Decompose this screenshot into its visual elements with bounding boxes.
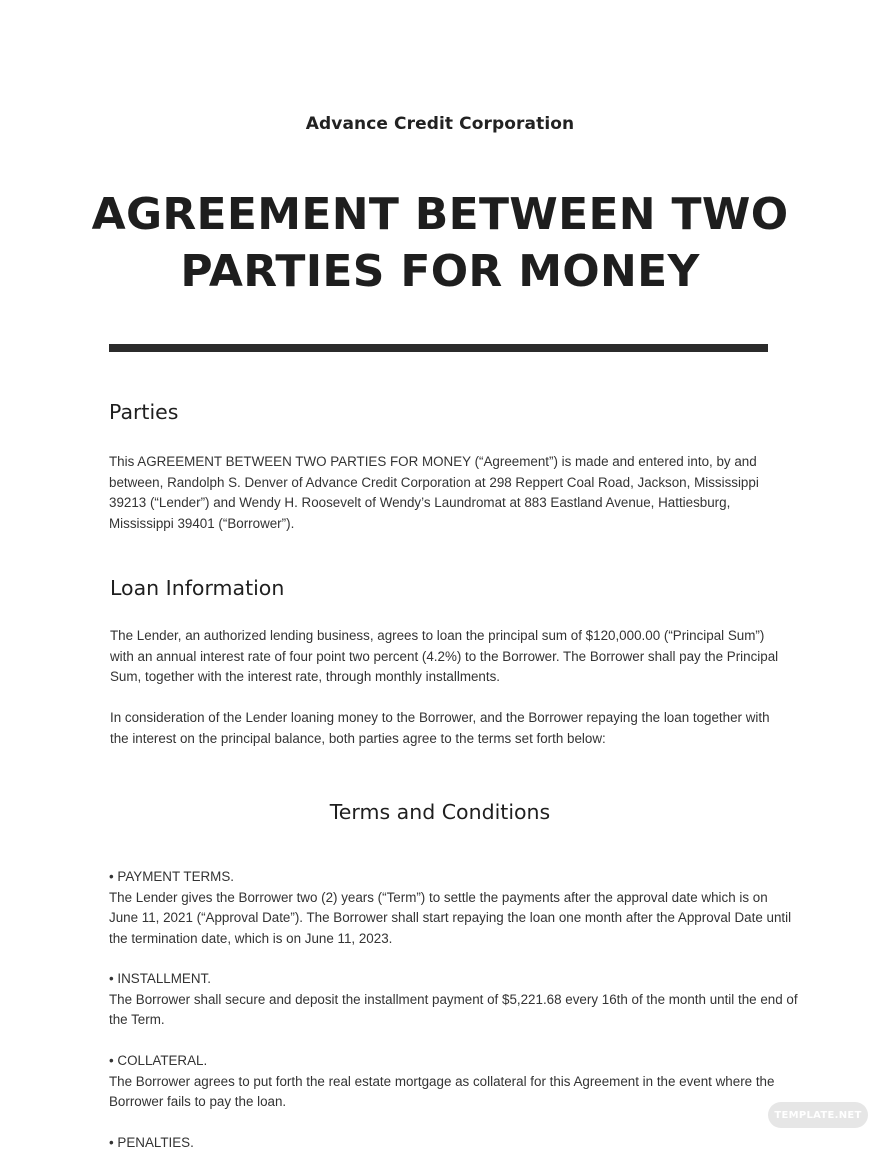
terms-heading: Terms and Conditions [329,800,551,824]
term-body: The Borrower shall secure and deposit the installment payment of $5,221.68 every 16th of the month until the end of the Term. [109,991,798,1028]
term-body: The Lender gives the Borrower two (2) years (“Term”) to settle the payments after the approval date which is on June 11, 2021 (“Approval Date”). The Borrower shall start repaying the loan one month after the Approval Date until the termination date, which is on June 11, 2023. [109,889,792,946]
term-label: • COLLATERAL. [109,1053,208,1068]
term-label: • PAYMENT TERMS. [109,869,234,884]
document-title-line-1: AGREEMENT BETWEEN TWO [91,189,789,240]
term-body: The Borrower agrees to put forth the real estate mortgage as collateral for this Agreement in the event where the Borrower fails to pay the loan. [109,1073,775,1110]
term-penalties [109,1133,799,1154]
document-title [60,186,820,300]
loan-information-paragraph-1: The Lender, an authorized lending business, agrees to loan the principal sum of $120,000.00 (“Principal Sum”) with an annual interest rate of four point two percent (4.2%) to the Borrower. The Borrower shall pay the Principal Sum, together with the interest rate, through monthly installments. [110,628,779,685]
template-net-watermark: TEMPLATE.NET [768,1102,868,1128]
term-label: • PENALTIES. [109,1135,194,1150]
loan-information-paragraph-2: In consideration of the Lender loaning money to the Borrower, and the Borrower repaying the loan together with the interest on the principal balance, both parties agree to the terms set forth below: [110,710,770,746]
term-collateral [109,1051,799,1113]
loan-information-heading: Loan Information [110,576,285,600]
term-installment [109,969,799,1031]
parties-paragraph: This AGREEMENT BETWEEN TWO PARTIES FOR MONEY (“Agreement”) is made and entered into, by and between, Randolph S. Denver of Advance Credit Corporation at 298 Reppert Coal Road, Jackson, Mississippi 39213 (“Lender”) and Wendy H. Roosevelt of Wendy’s Laundromat at 883 Eastland Avenue, Hattiesburg, Mississippi 39401 (“Borrower”). [109,454,759,531]
term-payment-terms [109,867,799,949]
company-name: Advance Credit Corporation [305,114,575,134]
term-label: • INSTALLMENT. [109,971,211,986]
title-divider [109,344,768,352]
parties-heading: Parties [109,400,179,424]
document-title-line-2: PARTIES FOR MONEY [180,246,700,297]
